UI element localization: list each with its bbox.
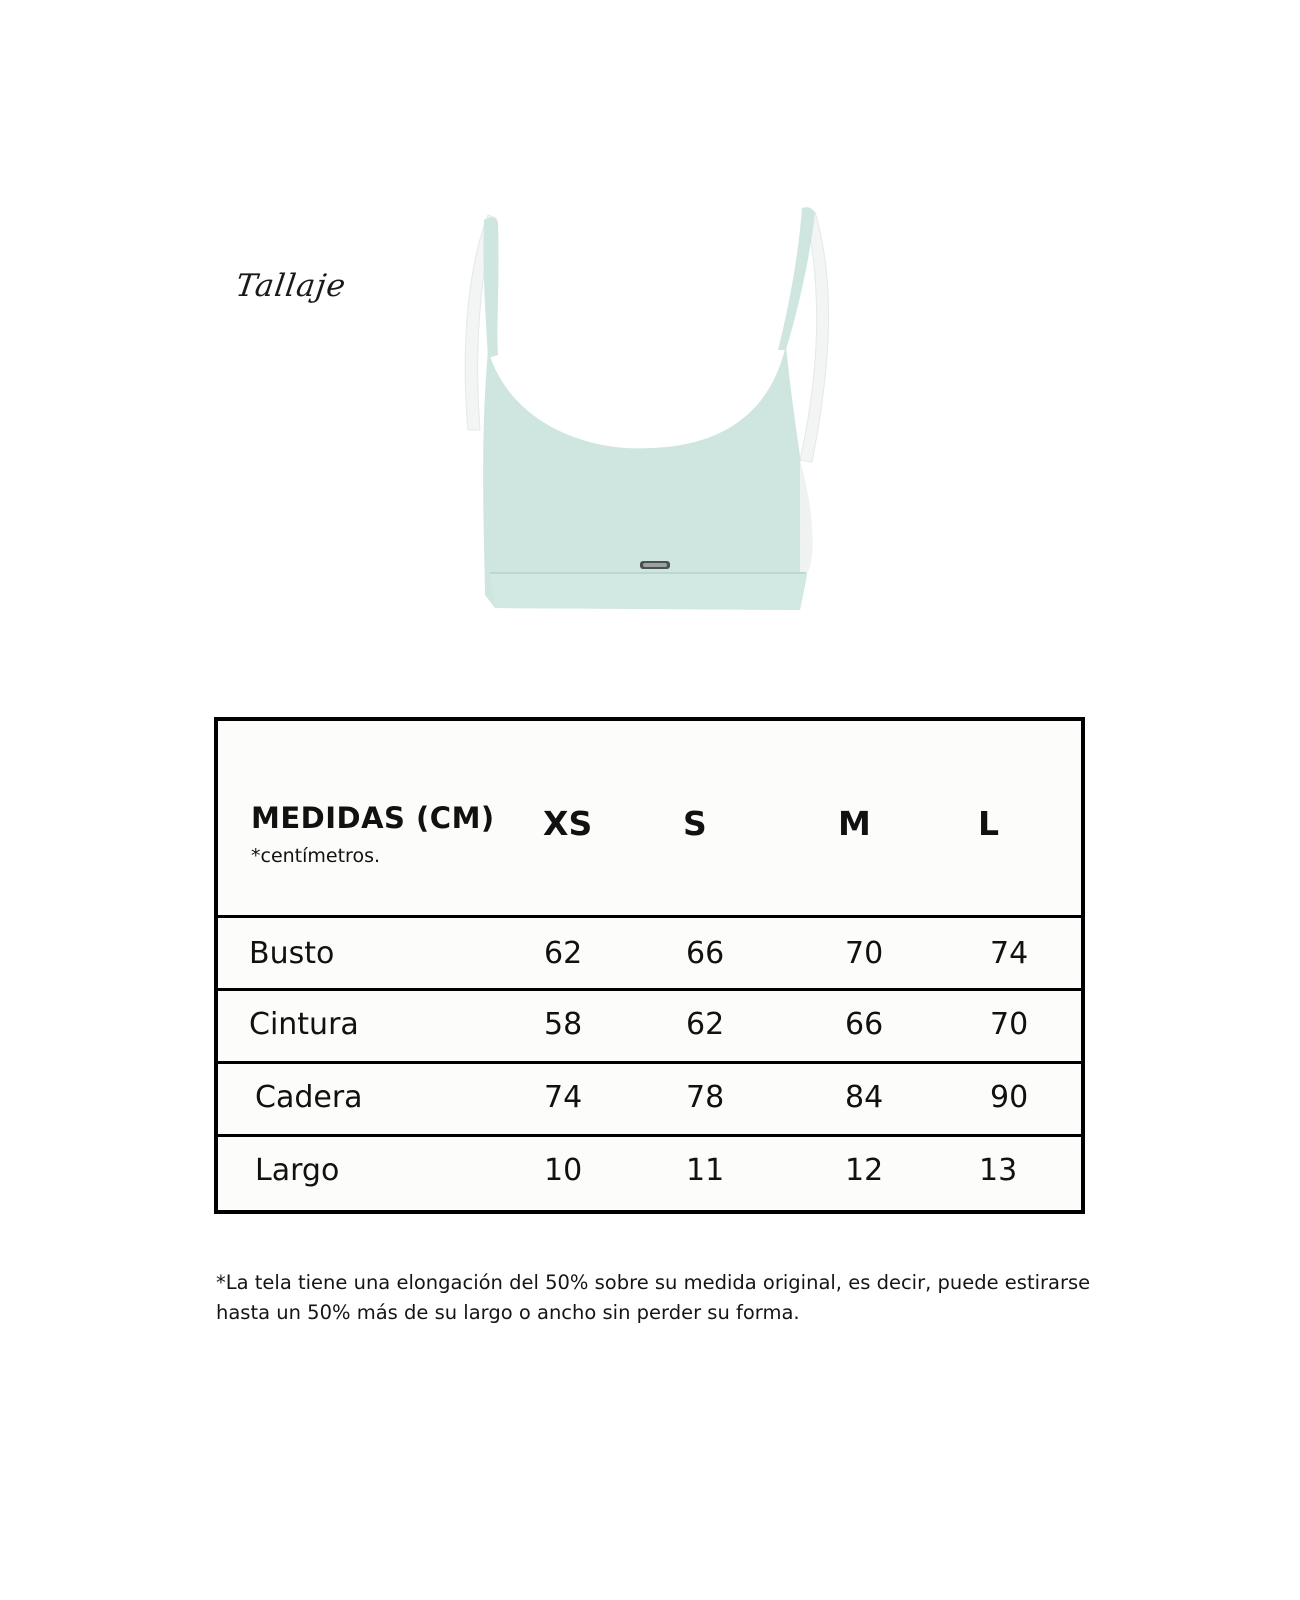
cell-value: 13 (979, 1153, 1018, 1188)
cell-value: 11 (686, 1153, 725, 1188)
cell-value: 10 (544, 1153, 583, 1188)
measurements-header: MEDIDAS (CM) (251, 801, 495, 835)
row-label-cintura: Cintura (249, 1007, 359, 1042)
cell-value: 66 (845, 1007, 884, 1042)
row-label-cadera: Cadera (255, 1080, 363, 1115)
cell-value: 66 (686, 936, 725, 971)
size-header-xs: XS (543, 804, 593, 843)
row-label-busto: Busto (249, 936, 335, 971)
table-row (218, 918, 1081, 988)
sports-bra-top-image (440, 200, 860, 630)
size-header-m: M (838, 804, 871, 843)
table-row (218, 1064, 1081, 1134)
cell-value: 78 (686, 1080, 725, 1115)
page-title: Tallaje (233, 268, 349, 304)
table-header-row (218, 721, 1081, 915)
cell-value: 12 (845, 1153, 884, 1188)
size-header-s: S (683, 804, 707, 843)
size-header-l: L (978, 804, 1000, 843)
cell-value: 58 (544, 1007, 583, 1042)
cell-value: 74 (990, 936, 1029, 971)
size-table (214, 717, 1085, 1214)
elongation-footnote: *La tela tiene una elongación del 50% sobre su medida original, es decir, puede estirarse hasta un 50% más de su largo o ancho sin perder su forma. (216, 1271, 1091, 1324)
cell-value: 70 (990, 1007, 1029, 1042)
cell-value: 90 (990, 1080, 1029, 1115)
table-row (218, 991, 1081, 1061)
table-row (218, 1137, 1081, 1211)
product-image (440, 200, 860, 630)
row-label-largo: Largo (255, 1153, 340, 1188)
cell-value: 70 (845, 936, 884, 971)
units-note: *centímetros. (251, 845, 381, 867)
cell-value: 74 (544, 1080, 583, 1115)
cell-value: 84 (845, 1080, 884, 1115)
cell-value: 62 (686, 1007, 725, 1042)
cell-value: 62 (544, 936, 583, 971)
